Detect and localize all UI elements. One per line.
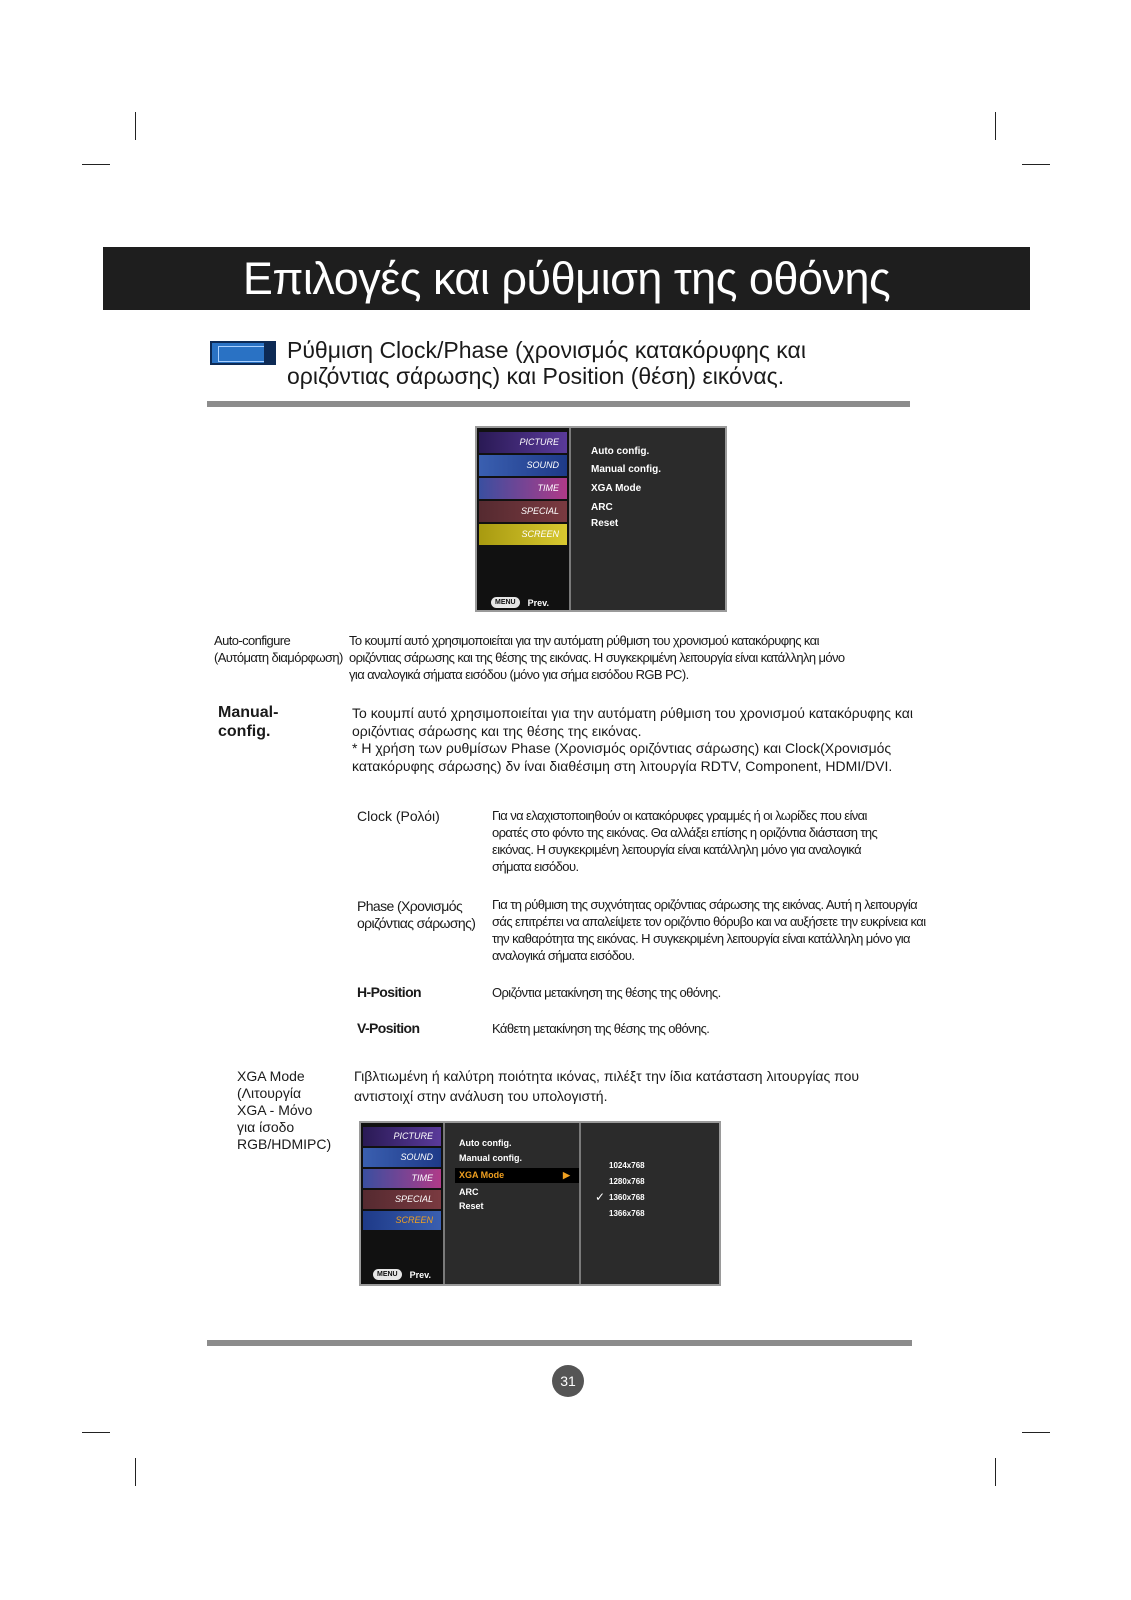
osd2-tab-sound: SOUND [363, 1148, 441, 1167]
osd-item-auto-config: Auto config. [591, 446, 650, 457]
section-heading-line1: Ρύθμιση Clock/Phase (χρονισμός κατακόρυφης και [287, 337, 806, 363]
page-number: 31 [552, 1365, 584, 1397]
osd2-item-reset: Reset [459, 1201, 484, 1211]
section-heading-line2: οριζόντιας σάρωσης) και Position (θέση) εικόνας. [287, 363, 785, 389]
osd-menu-footer [491, 594, 549, 612]
prev-label: Prev. [527, 597, 549, 608]
crop-mark-bl-v [135, 1458, 136, 1486]
resolution-1280x768: 1280x768 [609, 1177, 645, 1186]
osd-item-manual-config: Manual config. [591, 464, 661, 475]
osd-item-xga-mode: XGA Mode [591, 483, 642, 494]
crop-mark-bl-h [82, 1432, 110, 1433]
h-position-description: Οριζόντια μετακίνηση της θέσης της οθόνης. [492, 985, 721, 1000]
manual-config-description: Το κουμπί αυτό χρησιμοποιείται για την αυτόματη ρύθμιση του χρονισμού κατακόρυφης και οριζόντιας σάρωσης και της θέσης της εικόνας. * Η χρήση των ρυθμίσων Phase (Χρονισμός οριζόντιας σάρωσης) και Clock(Χρονισμός κατακόρυφης σάρωσης) δν ίναι διαθέσιμη στη λιτουργία RDTV, Component, HDMI/DVI. [352, 705, 913, 774]
osd2-divider-2 [579, 1123, 581, 1284]
crop-mark-br-h [1022, 1432, 1050, 1433]
monitor-icon [210, 341, 276, 365]
osd2-divider-1 [443, 1123, 445, 1284]
crop-mark-tr-v [995, 112, 996, 140]
checkmark-icon: ✓ [595, 1190, 606, 1204]
phase-label: Phase (Χρονισμός οριζόντιας σάρωσης) [357, 898, 476, 931]
xga-mode-description: Γιβλτιωμένη ή καλύτρη ποιότητα ικόνας, πιλέξτ την ίδια κατάσταση λιτουργίας που αντιστοιχί στην ανάλυση του υπολογιστή. [354, 1068, 860, 1104]
osd2-item-manual-config: Manual config. [459, 1153, 522, 1163]
osd-item-reset: Reset [591, 518, 619, 529]
osd-xga-screenshot [359, 1121, 721, 1286]
resolution-1366x768: 1366x768 [609, 1209, 645, 1218]
osd2-item-arc: ARC [459, 1187, 479, 1197]
clock-description: Για να ελαχιστοποιηθούν οι κατακόρυφες γραμμές ή οι λωρίδες που είναι ορατές στο φόντο της εικόνας. Θα αλλάξει επίσης η οριζόντια διάσταση της εικόνας. Η συγκεκριμένη λειτουργία είναι κατάλληλη μόνο για αναλογικά σήματα εισόδου. [492, 808, 878, 874]
osd-tab-sound: SOUND [479, 455, 567, 476]
crop-mark-br-v [995, 1458, 996, 1486]
v-position-label: V-Position [357, 1020, 420, 1036]
v-position-description: Κάθετη μετακίνηση της θέσης της οθόνης. [492, 1021, 710, 1036]
clock-label: Clock (Ρολόι) [357, 808, 440, 824]
page-title: Επιλογές και ρύθμιση της οθόνης [242, 253, 891, 304]
prev-label: Prev. [409, 1269, 431, 1280]
osd2-menu-footer [373, 1266, 431, 1284]
menu-button-icon: MENU [373, 1269, 402, 1280]
osd-tab-screen: SCREEN [479, 524, 567, 545]
osd-item-arc: ARC [591, 502, 613, 513]
phase-description: Για τη ρύθμιση της συχνότητας οριζόντιας σάρωσης της εικόνας. Αυτή η λειτουργία σάς επιτρέπει να απαλείψετε τον οριζόντιο θόρυβο και να αυξήσετε την ευκρίνεια και την καθαρότητα της εικόνας. Η συγκεκριμένη λειτουργία είναι κατάλληλη μόνο για αναλογικά σήματα εισόδου. [492, 897, 926, 963]
crop-mark-tr-h [1022, 164, 1050, 165]
auto-config-description: Το κουμπί αυτό χρησιμοποιείται για την αυτόματη ρύθμιση του χρονισμού κατακόρυφης και οριζόντιας σάρωσης και της θέσης της εικόνας. Η συγκεκριμένη λειτουργία είναι κατάλληλη μόνο για αναλογικά σήματα εισόδου (μόνο για σήμα εισόδου RGB PC). [349, 633, 845, 682]
osd2-item-auto-config: Auto config. [459, 1138, 512, 1148]
osd-tab-special: SPECIAL [479, 501, 567, 522]
crop-mark-tl-v [135, 112, 136, 140]
osd-menu-screenshot [475, 426, 727, 612]
osd2-tab-picture: PICTURE [363, 1127, 441, 1146]
top-divider [207, 401, 910, 407]
osd-tab-time: TIME [479, 478, 567, 499]
manual-config-label: Manual- config. [218, 704, 279, 740]
osd-vertical-divider [569, 428, 571, 610]
menu-button-icon: MENU [491, 597, 520, 608]
osd2-tab-screen: SCREEN [363, 1211, 441, 1230]
resolution-1024x768: 1024x768 [609, 1161, 645, 1170]
osd2-tab-special: SPECIAL [363, 1190, 441, 1209]
h-position-label: H-Position [357, 984, 421, 1000]
crop-mark-tl-h [82, 164, 110, 165]
bottom-divider [207, 1340, 912, 1346]
osd2-item-xga-mode: XGA Mode [459, 1170, 505, 1180]
resolution-1360x768: 1360x768 [609, 1193, 645, 1202]
auto-config-label: Auto-configure (Αυτόματη διαμόρφωση) [214, 633, 343, 665]
xga-mode-label: XGA Mode (Λιτουργία XGA - Μόνο για ίσοδο RGB/HDMIPC) [237, 1068, 332, 1152]
section-heading [287, 337, 907, 389]
osd2-tab-time: TIME [363, 1169, 441, 1188]
play-arrow-icon: ▶ [563, 1170, 570, 1180]
osd-tab-picture: PICTURE [479, 432, 567, 453]
